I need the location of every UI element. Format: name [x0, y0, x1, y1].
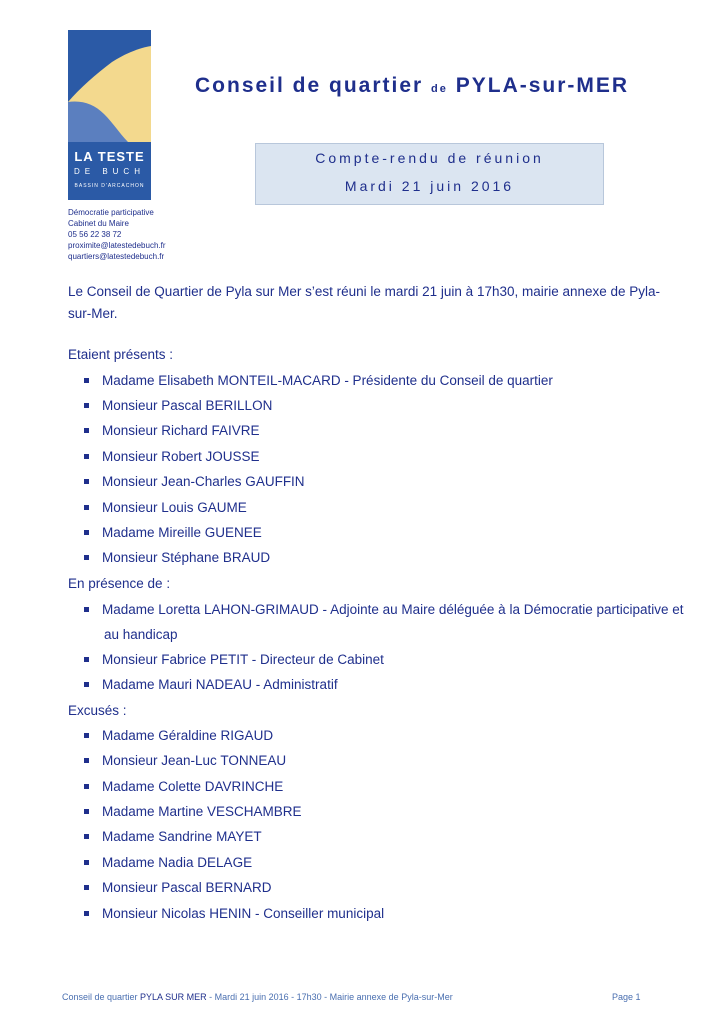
- bullet-icon: [84, 378, 89, 383]
- page-number: Page 1: [612, 992, 641, 1002]
- logo-line-1: LA TESTE: [74, 149, 145, 164]
- city-logo: [68, 30, 151, 200]
- bullet-icon: [84, 733, 89, 738]
- bullet-icon: [84, 657, 89, 662]
- contact-email: proximite@latestedebuch.fr: [68, 241, 166, 250]
- title-part-2: PYLA-sur-MER: [447, 74, 630, 97]
- title-part-1: Conseil de quartier: [195, 74, 432, 97]
- report-type: Compte-rendu de réunion: [315, 150, 544, 166]
- logo-line-3: BASSIN D'ARCACHON: [74, 183, 145, 189]
- bullet-icon: [84, 809, 89, 814]
- contact-block: [68, 207, 166, 262]
- bullet-icon: [84, 834, 89, 839]
- bullet-icon: [84, 911, 89, 916]
- contact-email: quartiers@latestedebuch.fr: [68, 252, 165, 261]
- intro-paragraph: Le Conseil de Quartier de Pyla sur Mer s’est réuni le mardi 21 juin à 17h30, mairie annexe de Pyla-sur-Mer.: [68, 284, 661, 321]
- bullet-icon: [84, 607, 89, 612]
- bullet-icon: [84, 530, 89, 535]
- present-heading: Etaient présents :: [68, 347, 174, 362]
- bullet-icon: [84, 758, 89, 763]
- logo-line-2: DE BUCH: [73, 167, 145, 176]
- contact-line: Cabinet du Maire: [68, 219, 129, 228]
- attending-heading: En présence de :: [68, 576, 171, 591]
- report-box: [255, 143, 604, 205]
- footer-district: PYLA SUR MER: [140, 992, 207, 1002]
- excused-heading: Excusés :: [68, 703, 127, 718]
- bullet-icon: [84, 454, 89, 459]
- bullet-icon: [84, 885, 89, 890]
- page-footer: [62, 992, 453, 1002]
- report-date: Mardi 21 juin 2016: [344, 178, 515, 194]
- contact-phone: 05 56 22 38 72: [68, 230, 122, 239]
- bullet-icon: [84, 505, 89, 510]
- bullet-icon: [84, 403, 89, 408]
- footer-part-3: - Mardi 21 juin 2016 - 17h30 - Mairie annexe de Pyla-sur-Mer: [206, 992, 453, 1002]
- contact-line: Démocratie participative: [68, 208, 154, 217]
- bullet-icon: [84, 428, 89, 433]
- bullet-icon: [84, 682, 89, 687]
- bullet-icon: [84, 860, 89, 865]
- bullet-icon: [84, 555, 89, 560]
- bullet-icon: [84, 784, 89, 789]
- title-small-word: de: [431, 83, 448, 95]
- bullet-icon: [84, 479, 89, 484]
- page-title: [195, 74, 629, 98]
- footer-part-1: Conseil de quartier: [62, 992, 141, 1002]
